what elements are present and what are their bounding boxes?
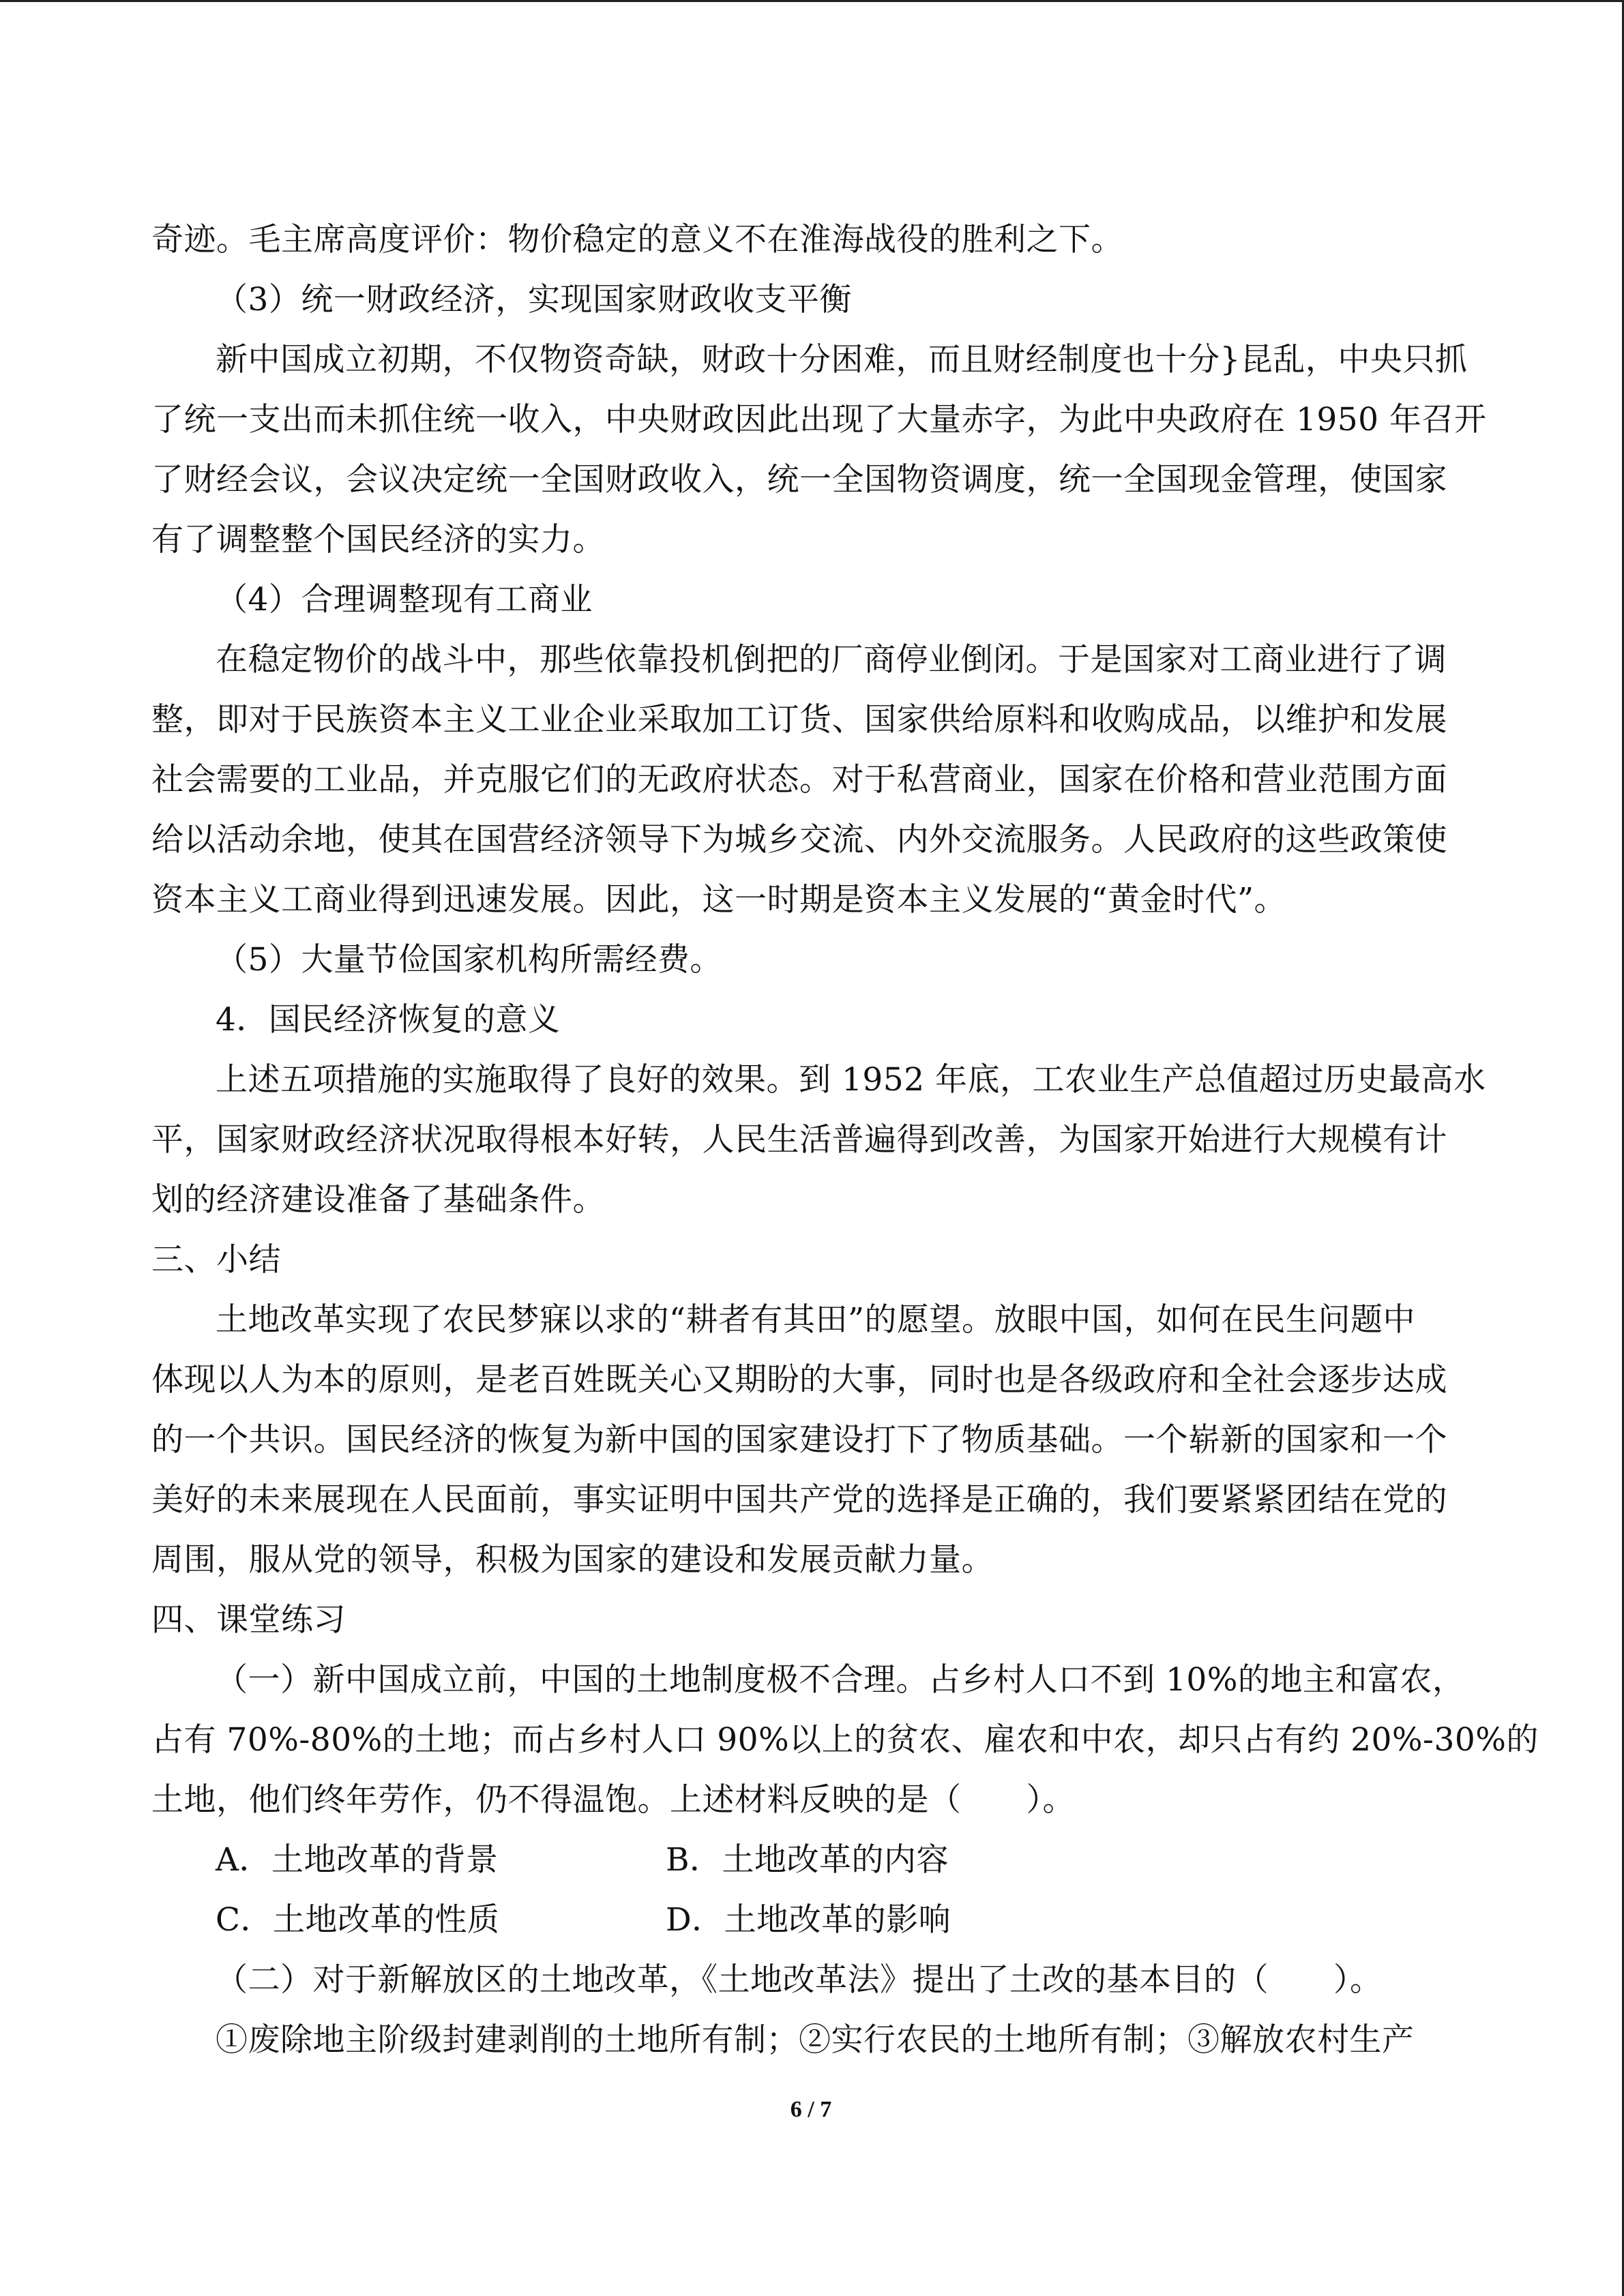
text-line: 整，即对于民族资本主义工业企业采取加工订货、国家供给原料和收购成品，以维护和发展 [151,701,1447,739]
text-line: 资本主义工商业得到迅速发展。因此，这一时期是资本主义发展的“黄金时代”。 [151,881,1287,919]
text-line: 奇迹。毛主席高度评价：物价稳定的意义不在淮海战役的胜利之下。 [151,221,1123,258]
text-line: 社会需要的工业品，并克服它们的无政府状态。对于私营商业，国家在价格和营业范围方面 [151,761,1447,799]
text-line: 平，国家财政经济状况取得根本好转，人民生活普遍得到改善，为国家开始进行大规模有计 [151,1121,1447,1159]
text-line: 在稳定物价的战斗中，那些依靠投机倒把的厂商停业倒闭。于是国家对工商业进行了调 [216,641,1447,679]
text-line: 三、小结 [151,1241,281,1279]
text-line: 给以活动余地，使其在国营经济领导下为城乡交流、内外交流服务。人民政府的这些政策使 [151,821,1447,859]
choice-c: C．土地改革的性质 [216,1901,500,1939]
text-line: 了财经会议，会议决定统一全国财政收入，统一全国物资调度，统一全国现金管理，使国家 [151,461,1447,498]
choice-row-1 [151,1830,1479,1890]
text-line: 有了调整整个国民经济的实力。 [151,521,605,558]
choice-b: B．土地改革的内容 [666,1841,949,1879]
text-line: 的一个共识。国民经济的恢复为新中国的国家建设打下了物质基础。一个崭新的国家和一个 [151,1421,1447,1459]
choice-d: D．土地改革的影响 [666,1901,951,1939]
text-lines [151,210,1539,1830]
question-2: （二）对于新解放区的土地改革，《土地改革法》提出了土改的基本目的（ ）。 [216,1961,1383,1999]
question-2-options: ①废除地主阶级封建剥削的土地所有制；②实行农民的土地所有制；③解放农村生产 [216,2021,1415,2059]
text-line: 美好的未来展现在人民面前，事实证明中国共产党的选择是正确的，我们要紧紧团结在党的 [151,1481,1447,1519]
choice-row-2 [151,1890,1479,1950]
text-line: 占有 70%-80%的土地；而占乡村人口 90%以上的贫农、雇农和中农，却只占有约 20%-30%的 [151,1721,1539,1759]
text-line: 上述五项措施的实施取得了良好的效果。到 1952 年底，工农业生产总值超过历史最高水 [216,1061,1486,1099]
text-line: （一）新中国成立前，中国的土地制度极不合理。占乡村人口不到 10%的地主和富农， [216,1661,1465,1699]
text-line: （3）统一财政经济，实现国家财政收支平衡 [216,281,852,318]
text-line: （5）大量节俭国家机构所需经费。 [216,941,722,979]
text-line: 了统一支出而未抓住统一收入，中央财政因此出现了大量赤字，为此中央政府在 1950 年召开 [151,401,1487,438]
text-line: （4）合理调整现有工商业 [216,581,593,618]
text-line: 周围，服从党的领导，积极为国家的建设和发展贡献力量。 [151,1541,994,1579]
text-line: 土地改革实现了农民梦寐以求的“耕者有其田”的愿望。放眼中国，如何在民生问题中 [216,1301,1416,1339]
page-number: 6 / 7 [790,2097,832,2122]
text-line: 新中国成立初期，不仅物资奇缺，财政十分困难，而且财经制度也十分}昆乱，中央只抓 [216,341,1468,378]
text-line: 四、课堂练习 [151,1601,346,1639]
choice-a: A．土地改革的背景 [216,1841,499,1879]
text-line: 4．国民经济恢复的意义 [216,1001,561,1039]
text-line: 划的经济建设准备了基础条件。 [151,1181,605,1219]
text-line: 土地，他们终年劳作，仍不得温饱。上述材料反映的是（ ）。 [151,1781,1075,1819]
document-body [151,210,1539,2070]
text-line: 体现以人为本的原则，是老百姓既关心又期盼的大事，同时也是各级政府和全社会逐步达成 [151,1361,1447,1399]
